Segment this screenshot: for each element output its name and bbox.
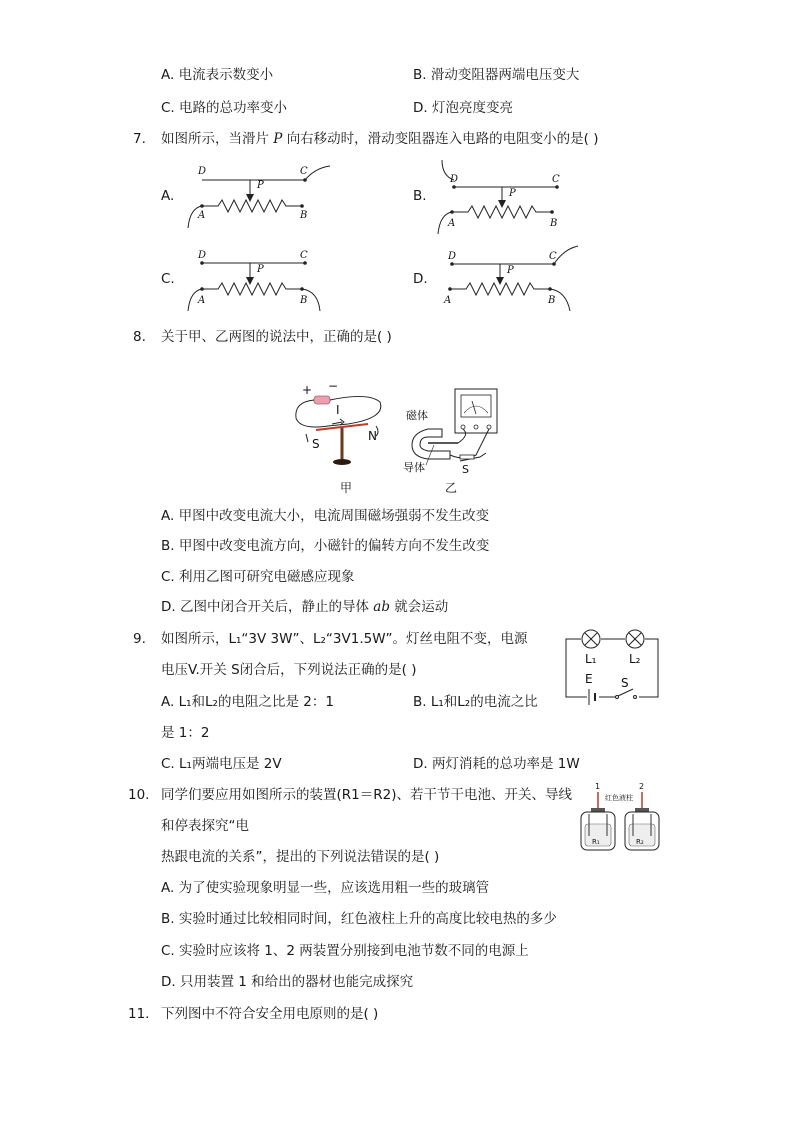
q10-apparatus-figure bbox=[575, 778, 665, 858]
q7-rheostat-figure-d bbox=[432, 243, 592, 315]
q8-option-d-part1: D. 乙图中闭合开关后，静止的导体 bbox=[161, 599, 369, 615]
q7-stem bbox=[161, 130, 599, 148]
device-2-label: 2 bbox=[639, 782, 645, 791]
terminal-d: D bbox=[198, 250, 207, 261]
q9-stem-line2: 电压V.开关 S闭合后，下列说法正确的是( ) bbox=[161, 662, 417, 678]
q9-option-a: A. L₁和L₂的电阻之比是 2：1 bbox=[161, 694, 334, 710]
battery-e-label: E bbox=[585, 672, 593, 686]
switch-icon bbox=[460, 455, 474, 459]
q9-option-d: D. 两灯消耗的总功率是 1W bbox=[413, 756, 580, 772]
q7-option-d-label: D. bbox=[413, 271, 428, 287]
q7-stem-part2: 向右移动时，滑动变阻器连入电路的电阻变小的是( ) bbox=[286, 131, 599, 147]
terminal-d: D bbox=[198, 166, 207, 177]
q10-stem-line1: 同学们要应用如图所示的装置(R1＝R2)、若干节干电池、开关、导线 bbox=[161, 787, 572, 803]
q10-number: 10. bbox=[128, 787, 150, 803]
terminal-b: B bbox=[300, 295, 308, 306]
q10-stem-line2: 和停表探究“电 bbox=[161, 818, 249, 834]
q9-circuit-diagram bbox=[563, 625, 663, 703]
q6-option-c: C. 电路的总功率变小 bbox=[161, 100, 288, 116]
q9-number: 9. bbox=[133, 631, 146, 647]
q7-number: 7. bbox=[133, 131, 146, 147]
l1-label: L₁ bbox=[585, 652, 597, 666]
q11-stem: 下列图中不符合安全用电原则的是( ) bbox=[161, 1006, 379, 1022]
q6-option-b: B. 滑动变阻器两端电压变大 bbox=[413, 67, 580, 83]
q8-figure-jia-oersted bbox=[288, 378, 398, 498]
r2-label: R₂ bbox=[636, 838, 644, 846]
q8-option-d bbox=[161, 598, 448, 616]
q9-option-b-cont: 是 1：2 bbox=[161, 725, 210, 741]
conductor-label: 导体 bbox=[403, 461, 425, 474]
q7-option-a-label: A. bbox=[161, 188, 175, 204]
q10-option-b: B. 实验时通过比较相同时间，红色液柱上升的高度比较电热的多少 bbox=[161, 911, 557, 927]
caption-yi: 乙 bbox=[445, 481, 458, 495]
battery-icon bbox=[314, 396, 330, 404]
device-1-label: 1 bbox=[595, 782, 601, 791]
q7-stem-part1: 如图所示，当滑片 bbox=[161, 131, 269, 147]
current-label: I bbox=[336, 403, 340, 417]
q8-stem: 关于甲、乙两图的说法中，正确的是( ) bbox=[161, 329, 392, 345]
switch-label: S bbox=[462, 463, 469, 476]
terminal-a: A bbox=[444, 295, 452, 306]
q10-stem-line3: 热跟电流的关系”，提出的下列说法错误的是( ) bbox=[161, 849, 440, 865]
q10-option-a: A. 为了使实验现象明显一些，应该选用粗一些的玻璃管 bbox=[161, 880, 490, 896]
caption-jia: 甲 bbox=[340, 481, 353, 495]
terminal-c: C bbox=[549, 251, 557, 262]
magnet-label: 磁体 bbox=[406, 409, 428, 422]
q7-option-c-label: C. bbox=[161, 271, 175, 287]
r1-label: R₁ bbox=[592, 838, 600, 846]
terminal-d: D bbox=[450, 174, 459, 185]
u-magnet-icon bbox=[412, 429, 450, 459]
q8-option-d-part2: 就会运动 bbox=[394, 599, 449, 615]
q9-stem-line1: 如图所示，L₁“3V 3W”、L₂“3V1.5W”。灯丝电阻不变，电源 bbox=[161, 631, 528, 647]
terminal-c: C bbox=[300, 250, 308, 261]
q11-number: 11. bbox=[128, 1006, 150, 1022]
terminal-p: P bbox=[257, 264, 264, 275]
battery-minus: − bbox=[328, 379, 339, 393]
q7-rheostat-figure-c bbox=[180, 243, 340, 315]
q8-conductor-ab: ab bbox=[373, 599, 390, 615]
q7-rheostat-figure-a bbox=[180, 160, 340, 230]
terminal-d: D bbox=[448, 251, 457, 262]
q6-option-a: A. 电流表示数变小 bbox=[161, 67, 274, 83]
terminal-p: P bbox=[257, 180, 264, 191]
red-liquid-label: 红色液柱 bbox=[605, 794, 633, 802]
terminal-b: B bbox=[548, 295, 556, 306]
q10-option-d: D. 只用装置 1 和给出的器材也能完成探究 bbox=[161, 974, 414, 990]
terminal-b: B bbox=[300, 210, 308, 221]
q7-slider-p: P bbox=[273, 131, 283, 147]
terminal-p: P bbox=[509, 188, 516, 199]
q8-option-a: A. 甲图中改变电流大小，电流周围磁场强弱不发生改变 bbox=[161, 508, 490, 524]
q9-option-b: B. L₁和L₂的电流之比 bbox=[413, 694, 538, 710]
terminal-a: A bbox=[198, 210, 206, 221]
terminal-b: B bbox=[550, 218, 558, 229]
terminal-c: C bbox=[300, 166, 308, 177]
q8-option-c: C. 利用乙图可研究电磁感应现象 bbox=[161, 569, 355, 585]
pole-n: N bbox=[368, 429, 377, 443]
pole-s: S bbox=[312, 437, 320, 451]
terminal-p: P bbox=[507, 265, 514, 276]
terminal-a: A bbox=[448, 218, 456, 229]
q10-option-c: C. 实验时应该将 1、2 两装置分别接到电池节数不同的电源上 bbox=[161, 943, 529, 959]
battery-plus: + bbox=[302, 383, 313, 397]
terminal-a: A bbox=[198, 295, 206, 306]
terminal-c: C bbox=[552, 174, 560, 185]
switch-s-label: S bbox=[621, 676, 629, 690]
q7-rheostat-figure-b bbox=[432, 160, 592, 235]
q8-figure-yi-induction bbox=[400, 385, 510, 500]
q8-number: 8. bbox=[133, 329, 146, 345]
q7-option-b-label: B. bbox=[413, 188, 427, 204]
q8-option-b: B. 甲图中改变电流方向，小磁针的偏转方向不发生改变 bbox=[161, 538, 490, 554]
l2-label: L₂ bbox=[629, 652, 641, 666]
q9-option-c: C. L₁两端电压是 2V bbox=[161, 756, 282, 772]
q6-option-d: D. 灯泡亮度变亮 bbox=[413, 100, 513, 116]
